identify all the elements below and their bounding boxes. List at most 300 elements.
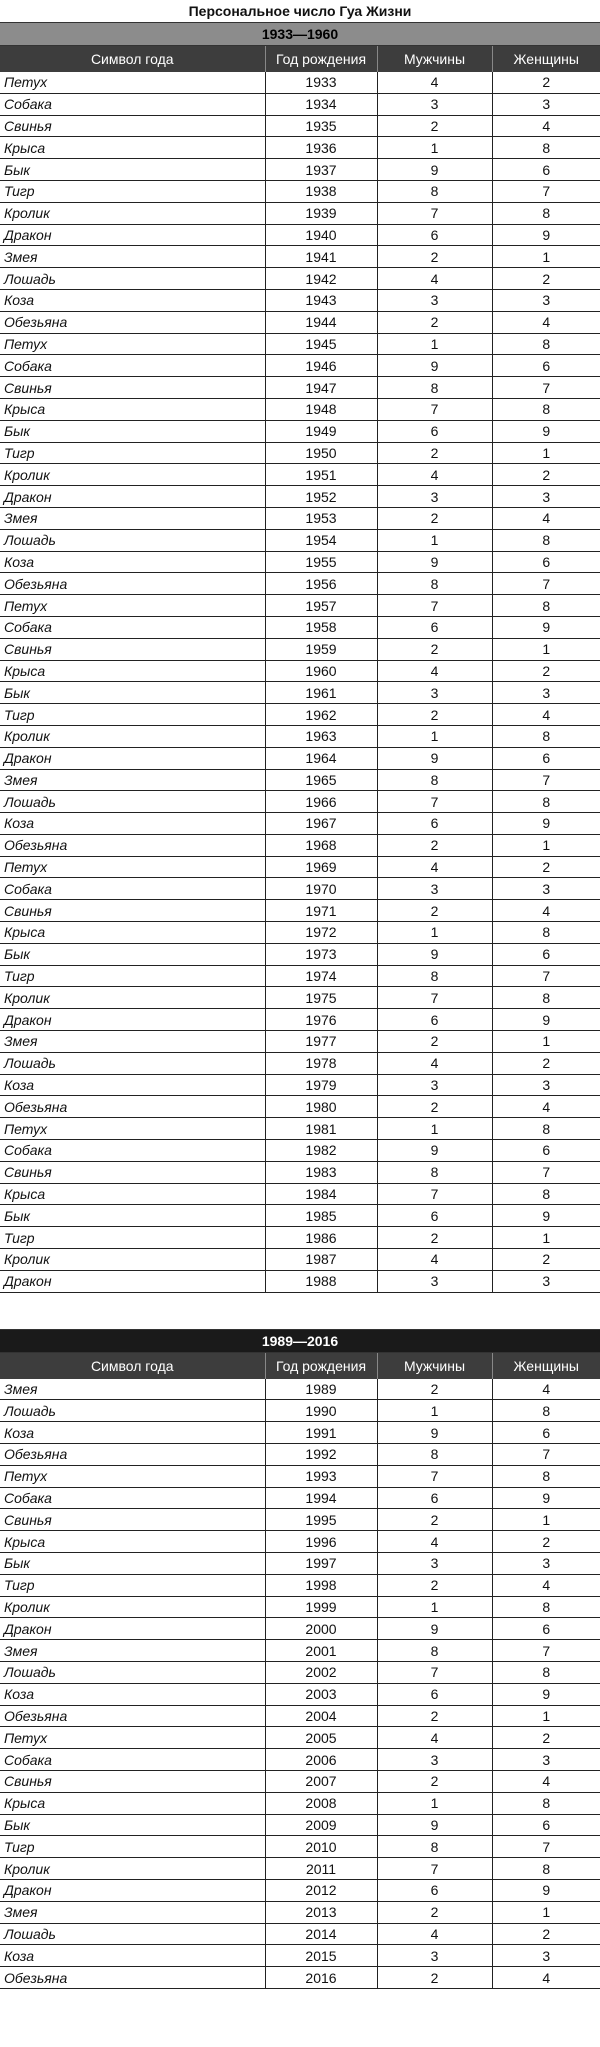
cell-women: 3 — [492, 682, 600, 704]
gua-table — [0, 46, 600, 1293]
cell-year: 1950 — [265, 442, 377, 464]
table-row — [0, 72, 600, 93]
section-range: 1933—1960 — [0, 22, 600, 46]
cell-symbol: Коза — [0, 551, 265, 573]
cell-women: 4 — [492, 1770, 600, 1792]
table-row — [0, 1967, 600, 1989]
table-row — [0, 1923, 600, 1945]
table-row — [0, 1531, 600, 1553]
cell-symbol: Свинья — [0, 1161, 265, 1183]
cell-women: 8 — [492, 595, 600, 617]
cell-symbol: Кролик — [0, 1596, 265, 1618]
cell-symbol: Змея — [0, 1031, 265, 1053]
cell-symbol: Дракон — [0, 1618, 265, 1640]
table-row — [0, 1901, 600, 1923]
cell-women: 7 — [492, 965, 600, 987]
cell-symbol: Тигр — [0, 1574, 265, 1596]
table-row — [0, 529, 600, 551]
cell-year: 2010 — [265, 1836, 377, 1858]
cell-men: 1 — [377, 922, 492, 944]
cell-women: 1 — [492, 1901, 600, 1923]
cell-women: 7 — [492, 180, 600, 202]
cell-women: 4 — [492, 900, 600, 922]
table-row — [0, 1574, 600, 1596]
table-row — [0, 289, 600, 311]
header-women: Женщины — [492, 46, 600, 72]
cell-women: 7 — [492, 1444, 600, 1466]
cell-symbol: Свинья — [0, 1509, 265, 1531]
cell-men: 8 — [377, 573, 492, 595]
cell-year: 1975 — [265, 987, 377, 1009]
section-gap — [0, 1293, 600, 1329]
cell-symbol: Обезьяна — [0, 1096, 265, 1118]
cell-women: 7 — [492, 769, 600, 791]
table-row — [0, 1379, 600, 1400]
table-row — [0, 246, 600, 268]
cell-women: 3 — [492, 486, 600, 508]
cell-year: 1974 — [265, 965, 377, 987]
cell-symbol: Собака — [0, 878, 265, 900]
cell-symbol: Бык — [0, 943, 265, 965]
cell-year: 1992 — [265, 1444, 377, 1466]
table-row — [0, 922, 600, 944]
cell-women: 1 — [492, 1031, 600, 1053]
cell-women: 8 — [492, 1661, 600, 1683]
cell-men: 7 — [377, 1465, 492, 1487]
cell-men: 1 — [377, 529, 492, 551]
cell-symbol: Бык — [0, 682, 265, 704]
header-symbol: Символ года — [0, 46, 265, 72]
cell-symbol: Свинья — [0, 1770, 265, 1792]
cell-men: 6 — [377, 420, 492, 442]
cell-men: 6 — [377, 1487, 492, 1509]
table-row — [0, 1705, 600, 1727]
cell-year: 1939 — [265, 202, 377, 224]
cell-men: 8 — [377, 1444, 492, 1466]
cell-men: 4 — [377, 1531, 492, 1553]
table-row — [0, 1596, 600, 1618]
cell-symbol: Бык — [0, 1205, 265, 1227]
cell-women: 3 — [492, 289, 600, 311]
table-row — [0, 1444, 600, 1466]
cell-men: 8 — [377, 180, 492, 202]
table-row — [0, 311, 600, 333]
cell-men: 7 — [377, 1661, 492, 1683]
cell-men: 2 — [377, 1379, 492, 1400]
cell-year: 2013 — [265, 1901, 377, 1923]
cell-women: 2 — [492, 856, 600, 878]
cell-symbol: Бык — [0, 420, 265, 442]
cell-men: 3 — [377, 289, 492, 311]
cell-men: 1 — [377, 333, 492, 355]
cell-men: 3 — [377, 878, 492, 900]
table-row — [0, 834, 600, 856]
table-row — [0, 791, 600, 813]
table-row — [0, 1487, 600, 1509]
cell-women: 6 — [492, 1140, 600, 1162]
table-row — [0, 1009, 600, 1031]
cell-women: 4 — [492, 1379, 600, 1400]
cell-symbol: Петух — [0, 72, 265, 93]
cell-men: 2 — [377, 246, 492, 268]
cell-men: 9 — [377, 551, 492, 573]
cell-men: 2 — [377, 507, 492, 529]
cell-men: 6 — [377, 1879, 492, 1901]
table-row — [0, 1183, 600, 1205]
cell-symbol: Петух — [0, 1465, 265, 1487]
cell-symbol: Крыса — [0, 660, 265, 682]
cell-year: 1976 — [265, 1009, 377, 1031]
cell-men: 9 — [377, 1140, 492, 1162]
table-row — [0, 573, 600, 595]
table-row — [0, 704, 600, 726]
cell-men: 9 — [377, 747, 492, 769]
table-row — [0, 1205, 600, 1227]
cell-women: 8 — [492, 987, 600, 1009]
table-row — [0, 202, 600, 224]
cell-symbol: Кролик — [0, 987, 265, 1009]
cell-women: 4 — [492, 507, 600, 529]
cell-men: 3 — [377, 1553, 492, 1575]
table-row — [0, 333, 600, 355]
cell-women: 7 — [492, 1836, 600, 1858]
table-row — [0, 1118, 600, 1140]
cell-symbol: Петух — [0, 1727, 265, 1749]
cell-women: 3 — [492, 1074, 600, 1096]
section-range: 1989—2016 — [0, 1329, 600, 1353]
cell-men: 2 — [377, 1901, 492, 1923]
cell-men: 2 — [377, 1227, 492, 1249]
cell-women: 1 — [492, 1705, 600, 1727]
header-row — [0, 1353, 600, 1379]
cell-symbol: Обезьяна — [0, 1444, 265, 1466]
cell-men: 2 — [377, 638, 492, 660]
cell-symbol: Крыса — [0, 398, 265, 420]
cell-women: 9 — [492, 1683, 600, 1705]
cell-year: 1953 — [265, 507, 377, 529]
cell-symbol: Свинья — [0, 638, 265, 660]
cell-men: 3 — [377, 1945, 492, 1967]
cell-symbol: Дракон — [0, 1879, 265, 1901]
table-row — [0, 551, 600, 573]
cell-year: 1961 — [265, 682, 377, 704]
cell-men: 6 — [377, 1205, 492, 1227]
cell-year: 1970 — [265, 878, 377, 900]
cell-symbol: Дракон — [0, 1009, 265, 1031]
table-row — [0, 660, 600, 682]
cell-year: 2016 — [265, 1967, 377, 1989]
cell-symbol: Обезьяна — [0, 1967, 265, 1989]
cell-symbol: Бык — [0, 1553, 265, 1575]
table-row — [0, 159, 600, 181]
table-row — [0, 987, 600, 1009]
cell-symbol: Свинья — [0, 377, 265, 399]
cell-symbol: Собака — [0, 1749, 265, 1771]
cell-year: 1993 — [265, 1465, 377, 1487]
cell-year: 1964 — [265, 747, 377, 769]
cell-women: 9 — [492, 1009, 600, 1031]
cell-year: 1942 — [265, 268, 377, 290]
cell-women: 2 — [492, 72, 600, 93]
page-title: Персональное число Гуа Жизни — [188, 3, 412, 19]
cell-women: 8 — [492, 137, 600, 159]
cell-women: 3 — [492, 93, 600, 115]
cell-year: 2003 — [265, 1683, 377, 1705]
table-row — [0, 943, 600, 965]
cell-men: 7 — [377, 595, 492, 617]
cell-men: 3 — [377, 1270, 492, 1292]
table-row — [0, 747, 600, 769]
table-row — [0, 180, 600, 202]
cell-symbol: Крыса — [0, 137, 265, 159]
cell-women: 9 — [492, 1487, 600, 1509]
table-row — [0, 1553, 600, 1575]
cell-men: 6 — [377, 616, 492, 638]
header-men: Мужчины — [377, 46, 492, 72]
cell-year: 1954 — [265, 529, 377, 551]
cell-women: 3 — [492, 1945, 600, 1967]
table-row — [0, 1727, 600, 1749]
table-row — [0, 682, 600, 704]
cell-women: 3 — [492, 1749, 600, 1771]
cell-women: 1 — [492, 834, 600, 856]
cell-women: 4 — [492, 1096, 600, 1118]
cell-year: 1995 — [265, 1509, 377, 1531]
cell-women: 6 — [492, 159, 600, 181]
cell-men: 9 — [377, 943, 492, 965]
cell-women: 4 — [492, 115, 600, 137]
table-row — [0, 1140, 600, 1162]
cell-women: 2 — [492, 1249, 600, 1271]
cell-women: 6 — [492, 1422, 600, 1444]
cell-year: 1981 — [265, 1118, 377, 1140]
cell-year: 1990 — [265, 1400, 377, 1422]
cell-men: 4 — [377, 1052, 492, 1074]
cell-symbol: Петух — [0, 856, 265, 878]
cell-symbol: Крыса — [0, 922, 265, 944]
cell-men: 4 — [377, 268, 492, 290]
cell-women: 8 — [492, 1858, 600, 1880]
cell-men: 2 — [377, 1770, 492, 1792]
table-row — [0, 1836, 600, 1858]
cell-women: 4 — [492, 1574, 600, 1596]
cell-year: 2005 — [265, 1727, 377, 1749]
cell-men: 7 — [377, 791, 492, 813]
cell-year: 1962 — [265, 704, 377, 726]
table-row — [0, 1879, 600, 1901]
cell-symbol: Коза — [0, 289, 265, 311]
cell-women: 8 — [492, 725, 600, 747]
cell-women: 1 — [492, 1227, 600, 1249]
cell-women: 2 — [492, 660, 600, 682]
cell-men: 8 — [377, 769, 492, 791]
cell-men: 2 — [377, 311, 492, 333]
cell-symbol: Коза — [0, 1945, 265, 1967]
cell-year: 1959 — [265, 638, 377, 660]
cell-women: 6 — [492, 943, 600, 965]
header-row — [0, 46, 600, 72]
cell-men: 2 — [377, 1967, 492, 1989]
cell-symbol: Собака — [0, 1487, 265, 1509]
table-row — [0, 965, 600, 987]
table-row — [0, 1640, 600, 1662]
cell-year: 1980 — [265, 1096, 377, 1118]
table-row — [0, 93, 600, 115]
cell-year: 1960 — [265, 660, 377, 682]
cell-women: 9 — [492, 813, 600, 835]
cell-men: 8 — [377, 1161, 492, 1183]
cell-year: 1937 — [265, 159, 377, 181]
cell-year: 1951 — [265, 464, 377, 486]
cell-symbol: Петух — [0, 595, 265, 617]
cell-women: 8 — [492, 529, 600, 551]
cell-men: 2 — [377, 1509, 492, 1531]
cell-symbol: Змея — [0, 769, 265, 791]
cell-year: 1958 — [265, 616, 377, 638]
cell-men: 6 — [377, 813, 492, 835]
cell-year: 1941 — [265, 246, 377, 268]
cell-year: 1988 — [265, 1270, 377, 1292]
table-row — [0, 595, 600, 617]
cell-men: 4 — [377, 1923, 492, 1945]
table-row — [0, 813, 600, 835]
cell-men: 2 — [377, 1031, 492, 1053]
table-row — [0, 1945, 600, 1967]
cell-year: 2012 — [265, 1879, 377, 1901]
table-row — [0, 1161, 600, 1183]
cell-year: 2002 — [265, 1661, 377, 1683]
cell-men: 6 — [377, 1683, 492, 1705]
cell-symbol: Тигр — [0, 965, 265, 987]
cell-year: 1933 — [265, 72, 377, 93]
table-row — [0, 1661, 600, 1683]
table-row — [0, 507, 600, 529]
table-row — [0, 137, 600, 159]
cell-year: 1966 — [265, 791, 377, 813]
cell-men: 2 — [377, 115, 492, 137]
table-row — [0, 1096, 600, 1118]
table-row — [0, 1227, 600, 1249]
cell-men: 6 — [377, 224, 492, 246]
table-row — [0, 1749, 600, 1771]
cell-year: 2008 — [265, 1792, 377, 1814]
cell-women: 6 — [492, 355, 600, 377]
cell-men: 1 — [377, 1400, 492, 1422]
cell-symbol: Лошадь — [0, 1923, 265, 1945]
cell-men: 1 — [377, 725, 492, 747]
cell-men: 8 — [377, 1836, 492, 1858]
cell-men: 7 — [377, 1858, 492, 1880]
table-row — [0, 856, 600, 878]
cell-year: 2000 — [265, 1618, 377, 1640]
header-symbol: Символ года — [0, 1353, 265, 1379]
cell-men: 4 — [377, 464, 492, 486]
cell-year: 1948 — [265, 398, 377, 420]
cell-symbol: Лошадь — [0, 268, 265, 290]
table-body — [0, 1379, 600, 1989]
cell-year: 1965 — [265, 769, 377, 791]
cell-symbol: Коза — [0, 1683, 265, 1705]
table-row — [0, 1509, 600, 1531]
cell-year: 1978 — [265, 1052, 377, 1074]
section-1933-1960 — [0, 22, 600, 1293]
cell-men: 2 — [377, 442, 492, 464]
cell-women: 1 — [492, 442, 600, 464]
cell-women: 8 — [492, 1465, 600, 1487]
cell-year: 1935 — [265, 115, 377, 137]
cell-symbol: Кролик — [0, 464, 265, 486]
cell-year: 1957 — [265, 595, 377, 617]
cell-women: 8 — [492, 398, 600, 420]
cell-women: 9 — [492, 616, 600, 638]
cell-year: 1973 — [265, 943, 377, 965]
cell-year: 1955 — [265, 551, 377, 573]
cell-year: 1934 — [265, 93, 377, 115]
cell-year: 1940 — [265, 224, 377, 246]
table-row — [0, 900, 600, 922]
table-row — [0, 1400, 600, 1422]
cell-year: 2009 — [265, 1814, 377, 1836]
cell-year: 1956 — [265, 573, 377, 595]
cell-year: 1986 — [265, 1227, 377, 1249]
cell-women: 6 — [492, 1814, 600, 1836]
cell-women: 3 — [492, 1270, 600, 1292]
cell-men: 7 — [377, 202, 492, 224]
table-row — [0, 878, 600, 900]
header-men: Мужчины — [377, 1353, 492, 1379]
gua-table — [0, 1353, 600, 1989]
cell-symbol: Лошадь — [0, 1052, 265, 1074]
cell-year: 1996 — [265, 1531, 377, 1553]
cell-year: 1994 — [265, 1487, 377, 1509]
cell-men: 9 — [377, 1422, 492, 1444]
cell-year: 1971 — [265, 900, 377, 922]
cell-symbol: Свинья — [0, 900, 265, 922]
cell-year: 1989 — [265, 1379, 377, 1400]
cell-men: 7 — [377, 987, 492, 1009]
cell-year: 1967 — [265, 813, 377, 835]
cell-men: 4 — [377, 1249, 492, 1271]
cell-year: 1936 — [265, 137, 377, 159]
cell-year: 1963 — [265, 725, 377, 747]
cell-women: 2 — [492, 1531, 600, 1553]
cell-year: 2011 — [265, 1858, 377, 1880]
cell-men: 2 — [377, 834, 492, 856]
table-row — [0, 115, 600, 137]
table-row — [0, 1270, 600, 1292]
table-body — [0, 72, 600, 1292]
cell-symbol: Лошадь — [0, 1400, 265, 1422]
cell-women: 6 — [492, 551, 600, 573]
cell-men: 3 — [377, 93, 492, 115]
cell-year: 1969 — [265, 856, 377, 878]
cell-symbol: Тигр — [0, 180, 265, 202]
cell-men: 9 — [377, 159, 492, 181]
cell-men: 8 — [377, 377, 492, 399]
cell-symbol: Свинья — [0, 115, 265, 137]
cell-year: 2007 — [265, 1770, 377, 1792]
cell-men: 2 — [377, 1096, 492, 1118]
table-row — [0, 616, 600, 638]
table-row — [0, 1792, 600, 1814]
cell-women: 8 — [492, 1400, 600, 1422]
cell-symbol: Кролик — [0, 202, 265, 224]
cell-men: 1 — [377, 1596, 492, 1618]
cell-symbol: Дракон — [0, 486, 265, 508]
cell-symbol: Змея — [0, 507, 265, 529]
cell-women: 7 — [492, 1161, 600, 1183]
cell-men: 3 — [377, 682, 492, 704]
